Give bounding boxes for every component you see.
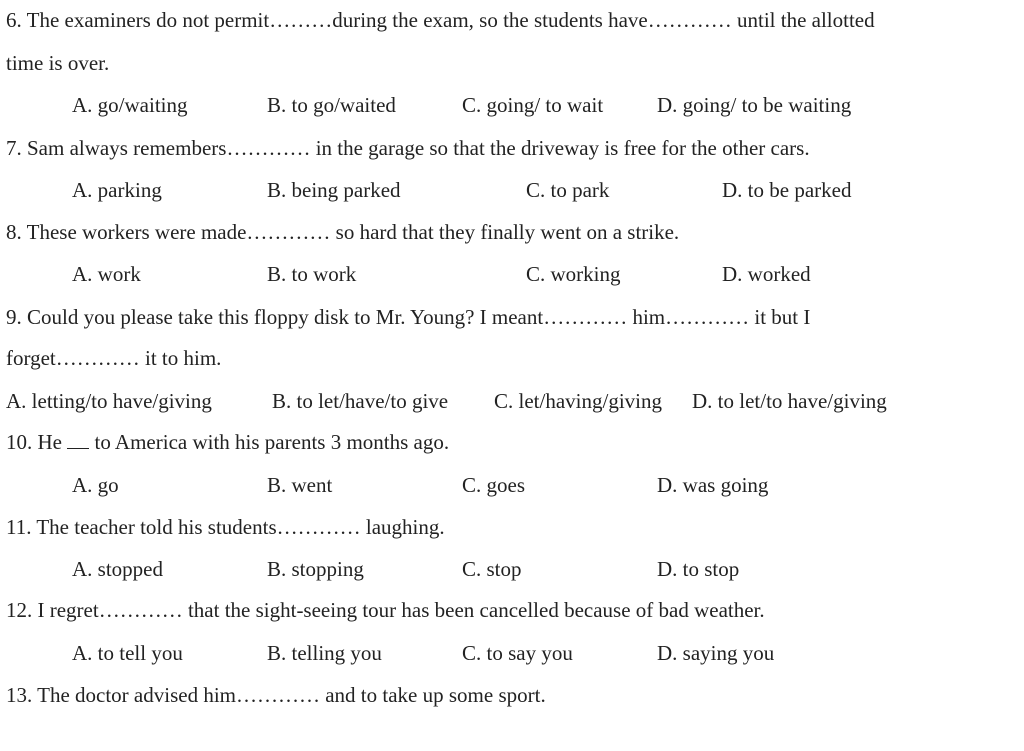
question-12-option-c: C. to say you xyxy=(462,641,573,665)
question-11-option-d: D. to stop xyxy=(657,557,740,581)
question-10-option-a: A. go xyxy=(72,473,119,497)
question-7-option-c: C. to park xyxy=(526,178,610,202)
question-9-option-a: A. letting/to have/giving xyxy=(6,389,212,413)
question-13-line-1: 13. The doctor advised him………… and to take up some sport. xyxy=(6,683,546,707)
answer-blank xyxy=(67,434,89,449)
question-7-option-a: A. parking xyxy=(72,178,162,202)
question-6-option-a: A. go/waiting xyxy=(72,93,188,117)
question-12-option-b: B. telling you xyxy=(267,641,382,665)
question-12-line-1: 12. I regret………… that the sight-seeing tour has been cancelled because of bad weather. xyxy=(6,598,765,622)
question-8-option-a: A. work xyxy=(72,262,141,286)
question-11-line-1: 11. The teacher told his students………… laughing. xyxy=(6,515,445,539)
question-10-prefix: 10. He xyxy=(6,430,68,454)
question-11-option-b: B. stopping xyxy=(267,557,364,581)
question-7-line-1: 7. Sam always remembers………… in the garage so that the driveway is free for the other cars. xyxy=(6,136,810,160)
question-10-line-1 xyxy=(6,429,449,455)
question-8-option-d: D. worked xyxy=(722,262,811,286)
question-12-option-a: A. to tell you xyxy=(72,641,183,665)
question-9-line-1: 9. Could you please take this floppy disk to Mr. Young? I meant………… him………… it but I xyxy=(6,305,811,329)
question-10-option-c: C. goes xyxy=(462,473,525,497)
question-7-option-b: B. being parked xyxy=(267,178,401,202)
question-6-option-c: C. going/ to wait xyxy=(462,93,604,117)
question-9-option-c: C. let/having/giving xyxy=(494,389,662,413)
question-10-suffix: to America with his parents 3 months ago. xyxy=(89,430,450,454)
question-7-option-d: D. to be parked xyxy=(722,178,852,202)
question-6-option-d: D. going/ to be waiting xyxy=(657,93,852,117)
question-9-line-2: forget………… it to him. xyxy=(6,346,222,370)
question-9-option-d: D. to let/to have/giving xyxy=(692,389,887,413)
question-6-option-b: B. to go/waited xyxy=(267,93,396,117)
question-8-option-c: C. working xyxy=(526,262,621,286)
question-9-option-b: B. to let/have/to give xyxy=(272,389,449,413)
question-8-line-1: 8. These workers were made………… so hard that they finally went on a strike. xyxy=(6,220,680,244)
question-10-option-b: B. went xyxy=(267,473,333,497)
question-6-line-1: 6. The examiners do not permit………during the exam, so the students have………… until the allotted xyxy=(6,8,875,32)
question-6-line-2: time is over. xyxy=(6,51,110,75)
question-11-option-c: C. stop xyxy=(462,557,522,581)
question-8-option-b: B. to work xyxy=(267,262,357,286)
question-11-option-a: A. stopped xyxy=(72,557,163,581)
question-12-option-d: D. saying you xyxy=(657,641,775,665)
question-10-option-d: D. was going xyxy=(657,473,769,497)
